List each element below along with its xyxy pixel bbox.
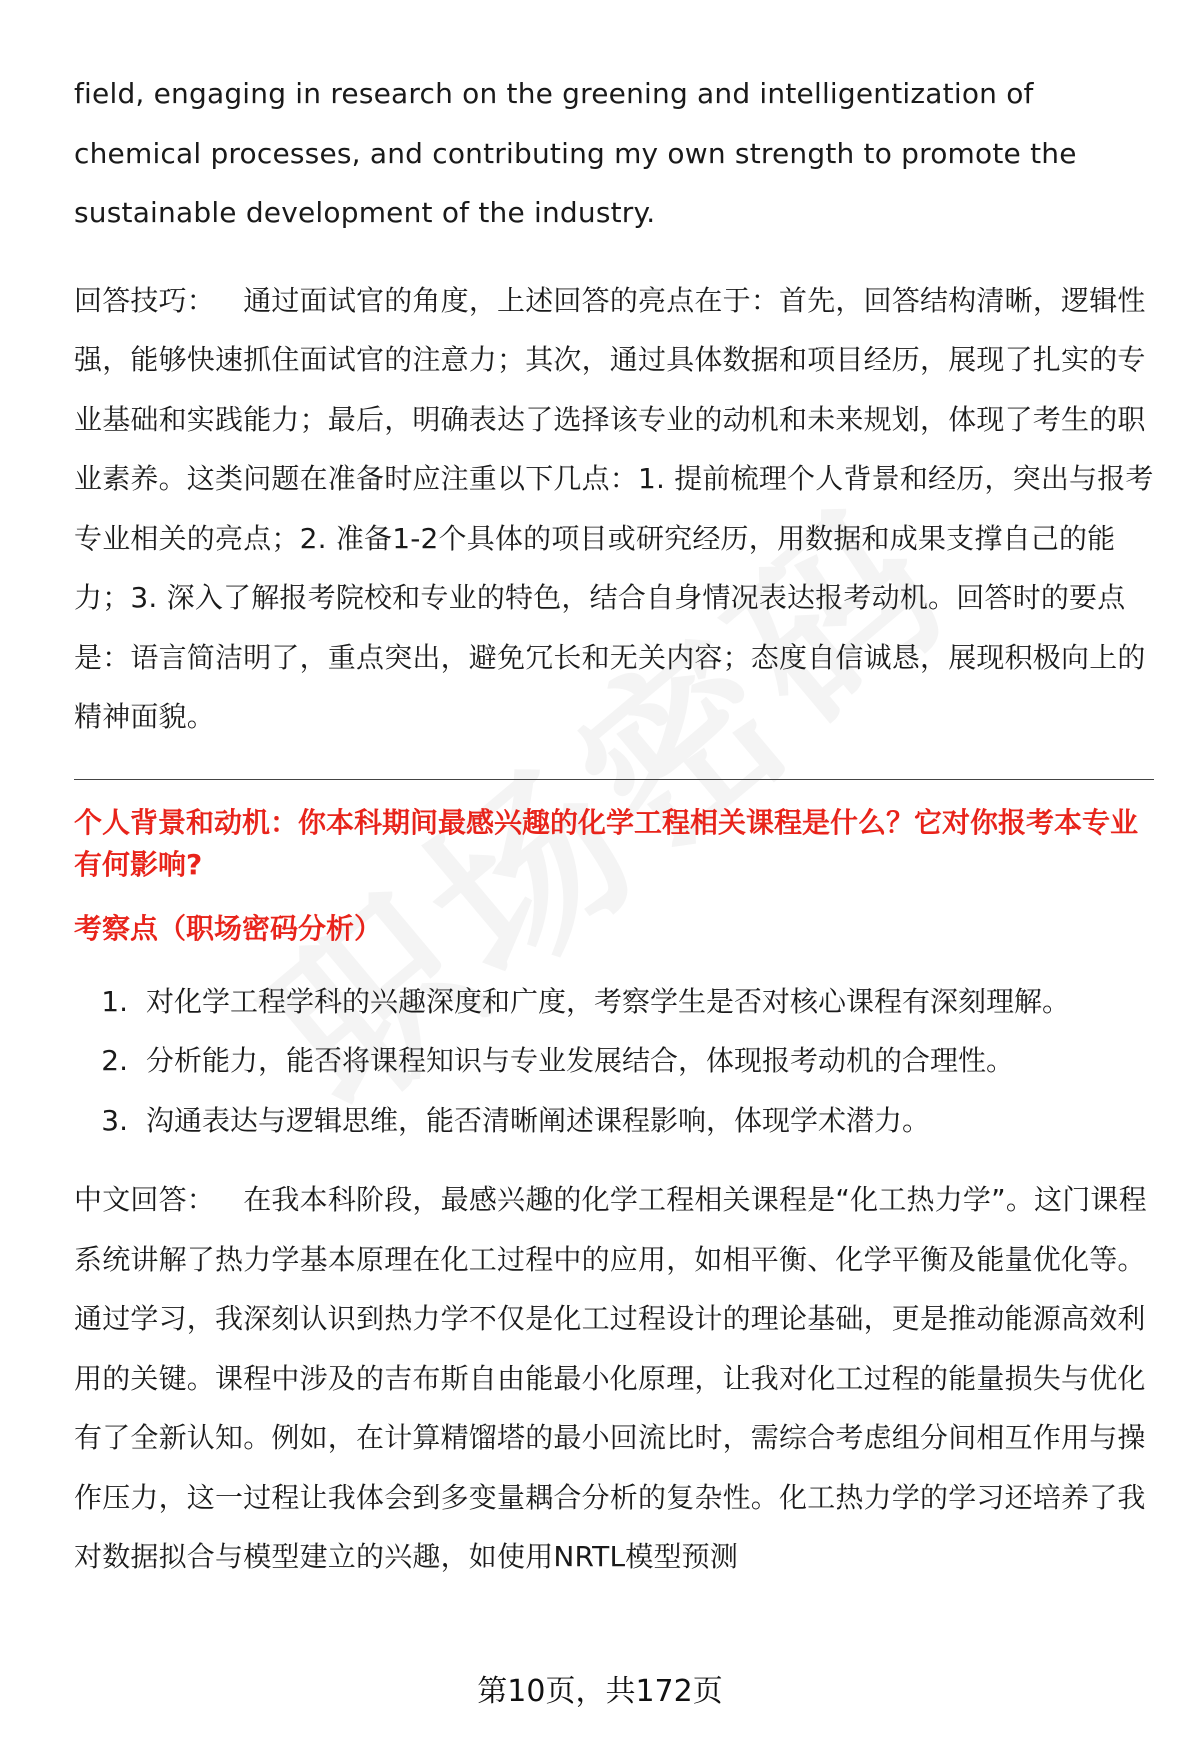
answer-tips-text: 通过面试官的角度，上述回答的亮点在于：首先，回答结构清晰，逻辑性强，能够快速抓住面试官的注意力；其次，通过具体数据和项目经历，展现了扎实的专业基础和实践能力；最后，明确表达了选择该专业的动机和未来规划，体现了考生的职业素养。这类问题在准备时应注重以下几点：1. 提前梳理个人背景和经历，突出与报考专业相关的亮点；2. 准备1-2个具体的项目或研究经历，用数据和成果支撑自己的能力；3. 深入了解报考院校和专业的特色，结合自身情况表达报考动机。回答时的要点是：语言简洁明了，重点突出，避免冗长和无关内容；态度自信诚恳，展现积极向上的精神面貌。 — [74, 283, 1154, 733]
section-divider — [74, 779, 1154, 780]
list-item-number: 2. — [101, 1044, 128, 1077]
document-page — [74, 64, 1154, 1587]
list-item-text: 分析能力，能否将课程知识与专业发展结合，体现报考动机的合理性。 — [146, 1044, 1015, 1077]
list-item-number: 3. — [101, 1103, 128, 1137]
list-item — [74, 1091, 1154, 1151]
page-indicator: 第10页，共172页 — [477, 1674, 723, 1709]
list-item-text: 沟通表达与逻辑思维，能否清晰阐述课程影响，体现学术潜力。 — [146, 1103, 931, 1137]
list-item — [74, 1031, 1154, 1091]
list-item — [74, 972, 1154, 1032]
assessment-heading: 考察点（职场密码分析） — [74, 911, 383, 945]
list-item-text: 对化学工程学科的兴趣深度和广度，考察学生是否对核心课程有深刻理解。 — [146, 984, 1071, 1018]
continuation-paragraph: field, engaging in research on the greening and intelligentization of chemical processes, and contributing my own strength to promote the sustainable development of the industry. — [74, 77, 1077, 229]
question-heading: 个人背景和动机：你本科期间最感兴趣的化学工程相关课程是什么？它对你报考本专业有何影响? — [74, 805, 1139, 881]
answer-tips-label: 回答技巧： — [74, 283, 216, 317]
chinese-answer-text: 在我本科阶段，最感兴趣的化学工程相关课程是“化工热力学”。这门课程系统讲解了热力学基本原理在化工过程中的应用，如相平衡、化学平衡及能量优化等。通过学习，我深刻认识到热力学不仅是化工过程设计的理论基础，更是推动能源高效利用的关键。课程中涉及的吉布斯自由能最小化原理，让我对化工过程的能量损失与优化有了全新认知。例如，在计算精馏塔的最小回流比时，需综合考虑组分间相互作用与操作压力，这一过程让我体会到多变量耦合分析的复杂性。化工热力学的学习还培养了我对数据拟合与模型建立的兴趣，如使用NRTL模型预测 — [74, 1183, 1147, 1573]
assessment-list — [74, 972, 1154, 1151]
answer-tips-paragraph — [74, 271, 1154, 747]
list-item-number: 1. — [101, 984, 128, 1018]
chinese-answer-paragraph — [74, 1170, 1154, 1587]
chinese-answer-label: 中文回答： — [74, 1183, 216, 1216]
